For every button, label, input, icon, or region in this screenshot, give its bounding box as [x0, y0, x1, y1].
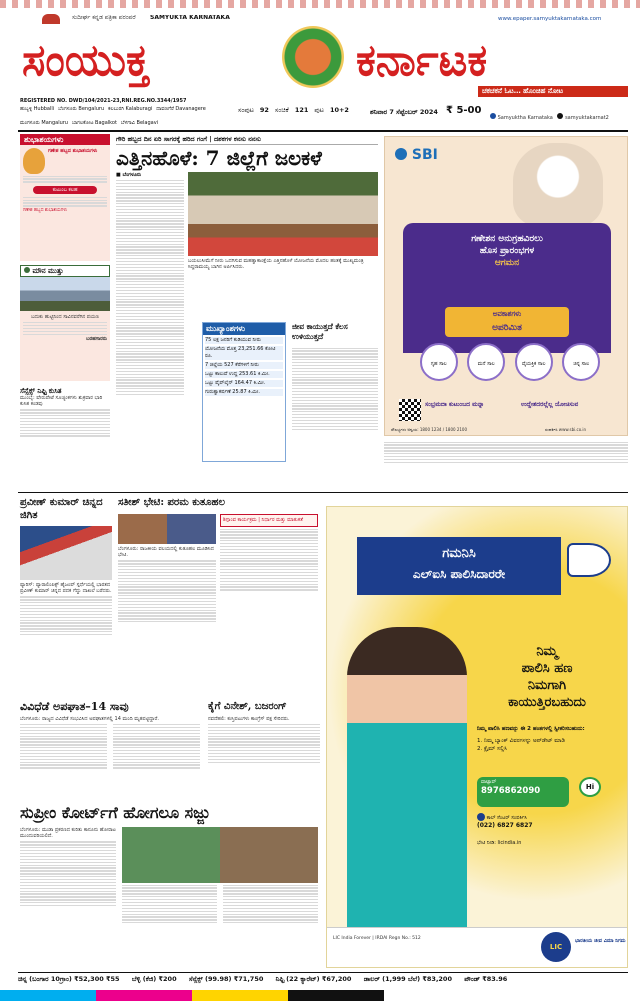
sbi-ribbon-line2: ಅಪರಿಮಿತ — [492, 323, 522, 333]
highlight-item: 7 ಜಿಲ್ಲೆಯ 527 ಕೆರೆಗಳಿಗೆ ನೀರು — [205, 362, 283, 369]
ticker-nifty: ನಿಫ್ಟಿ (22 ಕ್ಯಾರೆಟ್) ₹67,200 — [275, 975, 352, 983]
supreme-headline: ಸುಪ್ರೀಂ ಕೋರ್ಟ್‌ಗೆ ಹೋಗಲೂ ಸಜ್ಜು — [20, 803, 211, 822]
loan-label: ವೈಯಕ್ತಿಕ ಸಾಲ — [521, 361, 546, 367]
highlight-item: ಯೋಜನೆಯ ಮೊತ್ತ 23,251.66 ಕೋಟಿ ರೂ. — [205, 346, 283, 360]
accidents-columns — [20, 722, 200, 770]
sbi-bottom-right: ಉದ್ದೇಶದರಲ್ಲೆಲ್ಲ ಯೋಚಿಸುವ — [521, 401, 579, 408]
pages-label: ಪುಟ — [314, 106, 324, 114]
lic-step2: 2. ಕ್ಲೈಮ್ ಸಲ್ಲಿಸಿ — [477, 746, 508, 752]
wishes-header: ಶುಭಾಶಯಗಳು — [20, 134, 110, 145]
lic-steps — [477, 725, 617, 753]
mounam-title: ಮೌನ ಮುತ್ತು — [32, 267, 64, 275]
home-loan-icon[interactable] — [420, 343, 458, 381]
lead-photo — [188, 172, 378, 256]
sbi-ribbon-line1: ಅವಕಾಶಗಳು — [492, 310, 522, 318]
praveen-text: ಪ್ಯಾರಿಸ್: ಪ್ಯಾರಾಲಿಂಪಿಕ್ಸ್ ಹೈಜಂಪ್ ಸ್ಪರ್ಧೆಯಲ್ಲಿ ಭಾರತದ ಪ್ರವೀಣ್ ಕುಮಾರ್ ಚಿನ್ನದ ಪದಕ ಗೆದ್ದು ದಾಖಲೆ ಬರೆದರು. — [20, 582, 112, 595]
market-ticker — [18, 972, 628, 985]
satish-photo — [118, 514, 216, 544]
ticker-sensex: ಸೆನ್ಸೆಕ್ಸ್ (99.98) ₹71,750 — [188, 975, 264, 983]
edition-belagavi[interactable]: ಬೆಳಗಾವಿ Belagavi — [120, 120, 159, 126]
lic-logo — [541, 932, 571, 962]
sbi-bottom-left: ಸಂಭ್ರಮದಾ ಕುಟುಂಬದ ಮನ್ನಾ — [425, 401, 485, 408]
lead-photo-caption: ಬಯಲುಸೀಮೆಗೆ ನೀರು ಒದಗಿಸುವ ಮಹತ್ವಾಕಾಂಕ್ಷೆಯ ಎತ್ತಿನಹೊಳೆ ಯೋಜನೆಯ ಮೊದಲ ಹಂತಕ್ಕೆ ಮುಖ್ಯಮಂತ್ರಿ ಸಿದ್ದರಾಮಯ್ಯ ಬಾಗಿನ ಅರ್ಪಿಸಿದರು. — [188, 258, 364, 271]
lead-headline: ಎತ್ತಿನಹೊಳೆ: 7 ಜಿಲ್ಲೆಗೆ ಜಲಕಳೆ — [116, 146, 322, 170]
sensex-text: ಮುಂಬೈ: ಷೇರುಪೇಟೆ ಸೂಚ್ಯಂಕಗಳು ಶುಕ್ರವಾರ ಭಾರಿ ಕುಸಿತ ಕಂಡವು — [20, 395, 103, 408]
whatsapp-number: 8976862090 — [481, 786, 541, 796]
edition-hubballi[interactable]: ಹುಬ್ಬಳ್ಳಿ Hubballi — [20, 106, 55, 112]
section-rule — [18, 492, 628, 493]
highlight-item: ಒಟ್ಟು ಕಾಲುವೆ ಉದ್ದ 253.61 ಕಿ.ಮೀ. — [205, 371, 283, 378]
slogan: ಚಕಚಕನೆ ಓಟ… ಹೊಂಚಿಹ ನೋಟ — [482, 87, 564, 95]
masthead-title-right: ಕರ್ನಾಟಕ — [356, 35, 488, 86]
sbi-line2: ಹೊಸ ಪ್ರಾರಂಭಗಳ — [479, 246, 535, 256]
lic-message-line4: ಕಾಯುತ್ತಿರಬಹುದು — [508, 695, 586, 710]
loan-label: ಚಿನ್ನ ಸಾಲ — [573, 361, 590, 367]
lic-logo-text: LIC — [549, 943, 563, 951]
megaphone-icon — [567, 543, 611, 577]
price: ₹ 5-00 — [446, 105, 482, 116]
sbi-logo-text: SBI — [411, 147, 438, 163]
ticker-gold: ಚಿನ್ನ (ಬಂಗಾರ 10ಗ್ರಾಂ) ₹52,300 ₹55 — [18, 975, 120, 983]
woman-figure — [347, 627, 467, 968]
satish-right-col — [220, 514, 318, 592]
lic-steps-title: ನಿಮ್ಮ ಪಾಲಿಸಿ ಹಣವನ್ನು ಈ 2 ಹಂತಗಳಲ್ಲಿ ಸ್ವೀಕರಿಸಬಹುದು: — [477, 726, 585, 732]
sbi-ribbon — [445, 307, 569, 337]
highlights-box — [202, 322, 286, 462]
edition-davanagere[interactable]: ದಾವಣಗೆರೆ Davanagere — [156, 106, 206, 112]
right-column-text — [384, 440, 628, 490]
facebook-icon — [490, 113, 496, 119]
lead-column — [116, 172, 184, 397]
registration-number: REGISTERED NO. DWD/104/2021-23,RNI.REG.NO.3344/1957 — [20, 98, 187, 104]
lic-banner-line1: ಗಮನಿಸಿ — [442, 546, 476, 561]
sbi-footer-left: ಸೌಲಭ್ಯಗಳು ಅನ್ವಯ: 1800 1234 / 1800 2100 — [391, 427, 467, 432]
lic-message — [477, 643, 617, 711]
volume-label: ಸಂಪುಟ — [238, 106, 254, 114]
story-supreme — [20, 802, 320, 970]
ticker-dollar: ಡಾಲರ್ (1,999 ಬೆಲೆ) ₹83,200 — [363, 975, 452, 983]
sub-story-text — [292, 346, 378, 431]
loan-label: ಮನೆ ಸಾಲ — [477, 361, 495, 367]
masthead — [0, 0, 640, 140]
whatsapp-label: ವಾಟ್ಸಾಪ್ — [481, 779, 497, 785]
sensex-headline: ಸೆನ್ಸೆಕ್ಸ್ ನಿಫ್ಟಿ ಕುಸಿತ — [20, 386, 62, 395]
congress-headline: ಕೈಗೆ ವಿನೇಶ್, ಬಜರಂಗ್ — [208, 701, 287, 712]
story-congress — [208, 700, 320, 800]
wishes-subtitle: ಗಣೇಶ ಹಬ್ಬದ ಶುಭಾಶಯಗಳು — [48, 148, 98, 154]
mountain-image — [20, 277, 110, 311]
sbi-loan-icons — [415, 343, 605, 393]
masthead-small-name: SAMYUKTA KARNATAKA — [150, 15, 230, 21]
sbi-keyhole-icon — [395, 148, 407, 160]
epaper-link[interactable]: www.epaper.samyuktakarnataka.com — [498, 16, 602, 22]
phone-icon — [477, 813, 485, 821]
issue-number: 121 — [294, 106, 309, 114]
sbi-footer-right: ಸಂಪರ್ಕಿಸಿ www.sbi.co.in — [545, 427, 587, 432]
callcentre-phone: (022) 6827 6827 — [477, 822, 533, 829]
pages-number: 10+2 — [329, 106, 349, 114]
editions-bar — [20, 106, 220, 130]
satish-left-col — [118, 514, 216, 624]
callcentre-label: ಕಾಲ್ ಸೆಂಟರ್ ಸಂಪರ್ಕಿಸಿ — [486, 815, 527, 821]
wishes-ad-line: ಗಣೇಶ ಹಬ್ಬದ ಶುಭಾಶಯಗಳು — [23, 208, 68, 214]
sbi-line3: ಆಗಮನ — [494, 258, 520, 268]
date: ಶನಿವಾರ 7 ಸೆಪ್ಟೆಂಬರ್ 2024 — [370, 108, 438, 116]
masthead-rule — [18, 130, 628, 132]
lic-message-line3: ನಿಮಗಾಗಿ — [527, 678, 567, 693]
gold-loan-icon[interactable] — [562, 343, 600, 381]
qr-code-icon[interactable] — [399, 399, 421, 421]
edition-mangaluru[interactable]: ಮಂಗಳೂರು Mangaluru — [20, 120, 68, 126]
lead-story — [116, 134, 378, 490]
lic-message-line1: ನಿಮ್ಮ — [536, 644, 558, 659]
social-links — [490, 113, 609, 121]
x-handle[interactable]: samyuktakarnat2 — [565, 115, 609, 121]
lic-brand: ಭಾರತೀಯ ಜೀವ ವಿಮಾ ನಿಗಮ — [575, 938, 626, 944]
mounam-credit: ಬರಹಗಾರರು — [86, 336, 107, 343]
house-loan-icon[interactable] — [467, 343, 505, 381]
issue-info — [238, 106, 349, 115]
wishes-panel — [20, 145, 110, 261]
volume-number: 92 — [259, 106, 269, 114]
ganesha-icon — [23, 148, 45, 174]
satish-text: ಬೆಂಗಳೂರು: ರಾಜಕೀಯ ವಲಯದಲ್ಲಿ ಕುತೂಹಲ ಮೂಡಿಸಿದ ಭೇಟಿ. — [118, 546, 214, 559]
mounam-header — [20, 265, 110, 277]
lic-banner-line2: ಎಲ್‌ಐಸಿ ಪಾಲಿಸಿದಾರರೇ — [412, 567, 506, 581]
lead-byline: ■ ಬೆಂಗಳೂರು — [116, 172, 142, 178]
highlights-title: ಮುಖ್ಯಾಂಶಗಳು — [203, 323, 285, 335]
lic-footer: LIC India Forever | IRDAI Regn No.: 512 — [333, 936, 421, 941]
ganesha-logo-icon — [282, 26, 344, 88]
story-accidents — [20, 700, 200, 800]
accidents-headline: ವಿವಿಧೆಡೆ ಅಪಘಾತ–14 ಸಾವು — [20, 700, 129, 713]
sbi-line1: ಗಣೇಶನ ಅನುಗ್ರಹವಿರಲು — [471, 234, 543, 244]
praveen-headline: ಪ್ರವೀಣ್ ಕುಮಾರ್ ಚಿನ್ನದ ಜಿಗಿತ — [20, 497, 103, 521]
highlight-item: ಒಟ್ಟು ಪೈಪ್‌ಲೈನ್ 164.47 ಕಿ.ಮೀ. — [205, 380, 283, 387]
praveen-photo — [20, 526, 112, 580]
lic-advertisement[interactable] — [326, 506, 628, 968]
mounam-panel — [20, 311, 110, 381]
loan-label: ಗೃಹ ಸಾಲ — [430, 361, 447, 367]
lic-footer-strip — [327, 927, 628, 968]
lic-web[interactable]: ಭೇಟಿ ನೀಡಿ: licindia.in — [477, 840, 522, 846]
story-satish — [118, 496, 318, 696]
mounam-icon — [24, 267, 30, 273]
print-color-bar — [0, 990, 640, 1001]
highlight-item: ಗುರುತ್ವಾಕರ್ಷಣೆ 25.87 ಕಿ.ಮೀ. — [205, 389, 283, 396]
supreme-text: ಬೆಂಗಳೂರು: ಮುಡಾ ಪ್ರಕರಣದ ಕುರಿತು ಕಾನೂನು ಹೋರಾಟ ಮುಂದುವರಿಯಲಿದೆ. — [20, 827, 116, 840]
highlight-item: 75 ಲಕ್ಷ ಜನರಿಗೆ ಕುಡಿಯುವ ನೀರು — [205, 337, 283, 344]
mounam-text: ಬದುಕು ಹುಟ್ಟಿನಿಂದ ಸಾವಿನವರೆಗಿನ ಪಯಣ — [31, 314, 99, 320]
lic-message-line2: ಪಾಲಿಸಿ ಹಣ — [521, 661, 573, 676]
x-icon — [557, 113, 563, 119]
congress-text: ನವದೆಹಲಿ: ಕುಸ್ತಿಪಟುಗಳು ಕಾಂಗ್ರೆಸ್ ಪಕ್ಷ ಸೇರಿದರು. — [208, 716, 290, 722]
personal-loan-icon[interactable] — [515, 343, 553, 381]
satish-box: ಶಿಗ್ಗಾಂವ ಕಾರ್ಯಕ್ರಮ | ನಿರ್ಧಾರ ಮತ್ತು ಮಾತುಕತೆ — [220, 514, 318, 527]
hi-bubble: Hi — [579, 777, 601, 797]
masthead-tagline: ಸುದೀರ್ಘ ಕನ್ನಡ ಪತ್ರಿಕಾ ಪರಂಪರೆ — [72, 15, 136, 21]
accidents-text: ಬೆಂಗಳೂರು: ರಾಜ್ಯದ ವಿವಿಧೆಡೆ ಸಂಭವಿಸಿದ ಅಪಘಾತಗಳಲ್ಲಿ 14 ಮಂದಿ ಮೃತಪಟ್ಟಿದ್ದಾರೆ. — [20, 716, 159, 722]
decorative-border — [0, 0, 640, 8]
wishes-box: ಕುಟುಂಬ ಕಲಹ — [33, 186, 97, 194]
supreme-photo — [122, 827, 318, 883]
satish-headline: ಸತೀಶ್ ಭೇಟಿ: ಪರಮ ಕುತೂಹಲ — [118, 497, 225, 508]
whatsapp-box[interactable] — [477, 777, 569, 807]
lic-step1: 1. ನಿಮ್ಮ ಬ್ಯಾಂಕ್ ವಿವರಗಳನ್ನು ಅಪ್‌ಡೇಟ್ ಮಾಡಿ — [477, 738, 565, 744]
callcentre-box[interactable] — [477, 813, 617, 835]
ticker-silver: ಬೆಳ್ಳಿ (ಕೆಜಿ) ₹200 — [131, 975, 177, 983]
highlights-list — [203, 335, 285, 400]
supreme-columns — [20, 827, 320, 925]
edition-kalaburagi[interactable]: ಕಲಬುರಗಿ Kalaburagi — [108, 106, 153, 112]
edition-bagalkot[interactable]: ಬಾಗಲಕೋಟ Bagalkot — [71, 120, 117, 126]
story-praveen — [20, 496, 112, 696]
masthead-title-left: ಸಂಯುಕ್ತ — [22, 35, 150, 86]
issue-label: ಸಂಚಿಕೆ — [274, 106, 289, 114]
ticker-pound: ಪೌಂಡ್ ₹83.96 — [464, 975, 508, 983]
sub-headline: ಜೀವ ಕಾಯುತ್ತದೆ ಕೆಲಸ ಉಳಿಯುತ್ತದೆ — [292, 322, 348, 341]
left-sidebar — [20, 134, 110, 490]
edition-bengaluru[interactable]: ಬೆಂಗಳೂರು Bengaluru — [58, 106, 105, 112]
logo-emblem-icon — [42, 14, 60, 24]
lic-banner — [357, 537, 561, 595]
ganesha-art-icon — [513, 143, 603, 227]
sbi-advertisement[interactable] — [384, 136, 628, 436]
lead-kicker: ಗೌರಿ ಹಬ್ಬದ ದಿನ ಏರಿ ಸಾಗರಕ್ಕೆ ಹರಿದ ಗಂಗೆ | ದಶಕಗಳ ಕನಸು ನನಸು — [116, 134, 378, 145]
facebook-handle[interactable]: Samyuktha Karnataka — [497, 115, 553, 121]
sbi-logo — [395, 147, 438, 163]
